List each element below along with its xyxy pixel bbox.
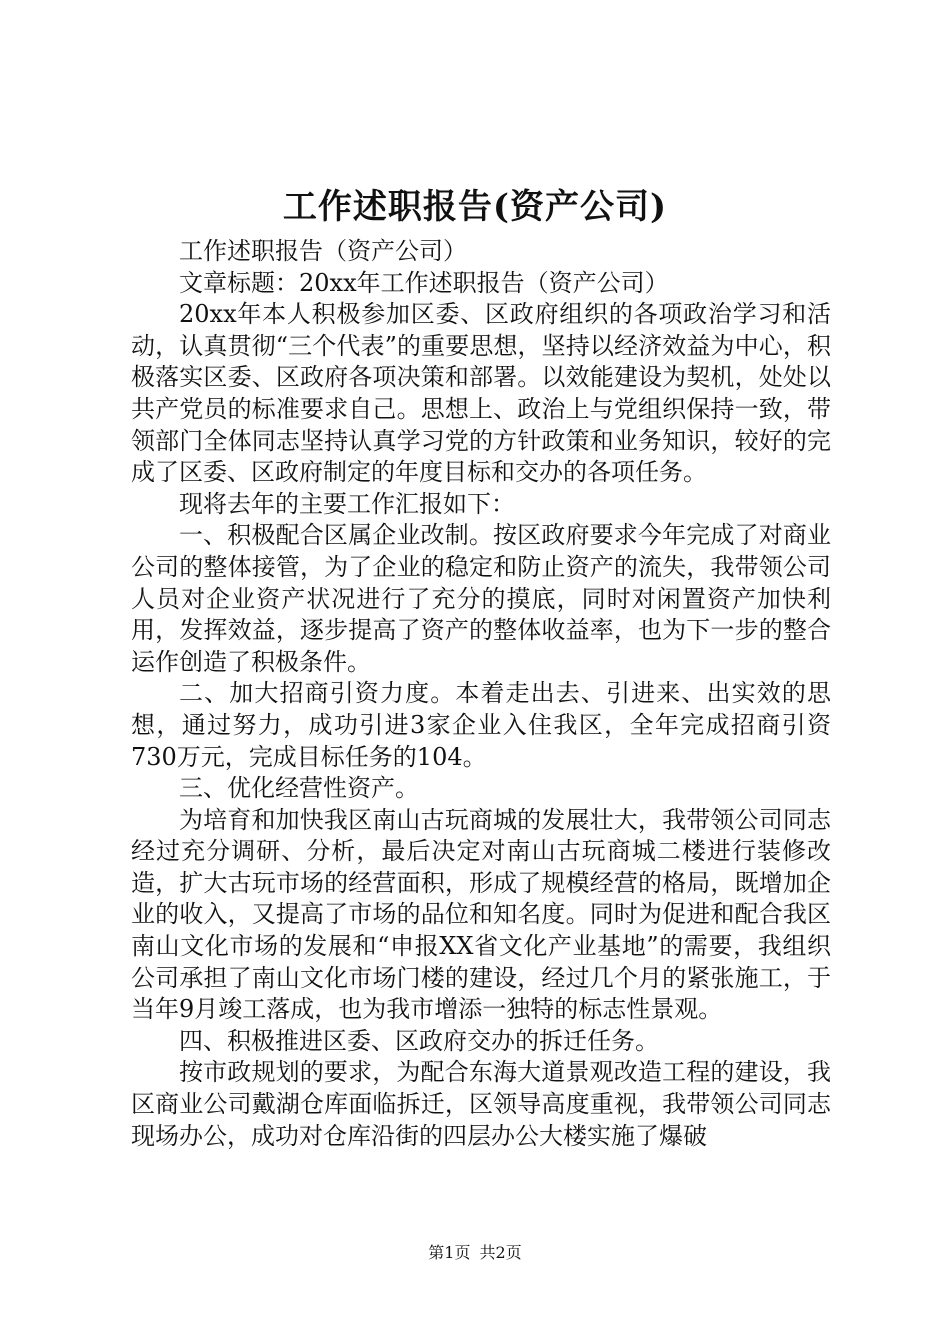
paragraph-subtitle: 工作述职报告（资产公司） [179,237,467,265]
page-total: 共2页 [479,1243,522,1262]
page-number: 第1页 [428,1243,471,1262]
paragraph-section-4-heading: 四、积极推进区委、区政府交办的拆迁任务。 [179,1026,659,1055]
paragraph-section-3-body: 为培育和加快我区南山古玩商城的发展壮大，我带领公司同志经过充分调研、分析，最后决定对南山古玩商城二楼进行装修改造，扩大古玩市场的经营面积，形成了规模经营的格局，既增加企业的收入，又提高了市场的品位和知名度。同时为促进和配合我区南山文化市场的发展和“申报XX省文化产业基地”的需要，我组织公司承担了南山文化市场门楼的建设，经过几个月的紧张施工，于当年9月竣工落成，也为我市增添一独特的标志性景观。 [131,805,831,1024]
paragraph-section-4-body: 按市政规划的要求，为配合东海大道景观改造工程的建设，我区商业公司戴湖仓库面临拆迁，区领导高度重视，我带领公司同志现场办公，成功对仓库沿街的四层办公大楼实施了爆破 [131,1058,831,1150]
paragraph-intro: 20xx年本人积极参加区委、区政府组织的各项政治学习和活动，认真贯彻“三个代表”的重要思想，坚持以经济效益为中心，积极落实区委、区政府各项决策和部署。以效能建设为契机，处处以共产党员的标准要求自己。思想上、政治上与党组织保持一致，带领部门全体同志坚持认真学习党的方针政策和业务知识，较好的完成了区委、区政府制定的年度目标和交办的各项任务。 [131,300,831,487]
document-body [131,236,831,1152]
page-footer [0,1242,950,1264]
paragraph-article-title: 文章标题：20xx年工作述职报告（资产公司） [179,268,669,297]
paragraph-section-3-heading: 三、优化经营性资产。 [179,774,419,803]
paragraph-section-1: 一、积极配合区属企业改制。按区政府要求今年完成了对商业公司的整体接管，为了企业的稳定和防止资产的流失，我带领公司人员对企业资产状况进行了充分的摸底，同时对闲置资产加快利用，发挥效益，逐步提高了资产的整体收益率，也为下一步的整合运作创造了积极条件。 [131,521,831,676]
paragraph-section-2: 二、加大招商引资力度。本着走出去、引进来、出实效的思想，通过努力，成功引进3家企业入住我区，全年完成招商引资730万元，完成目标任务的104。 [131,679,831,771]
document-title: 工作述职报告(资产公司) [282,187,668,227]
paragraph-report-lead: 现将去年的主要工作汇报如下： [179,489,515,518]
